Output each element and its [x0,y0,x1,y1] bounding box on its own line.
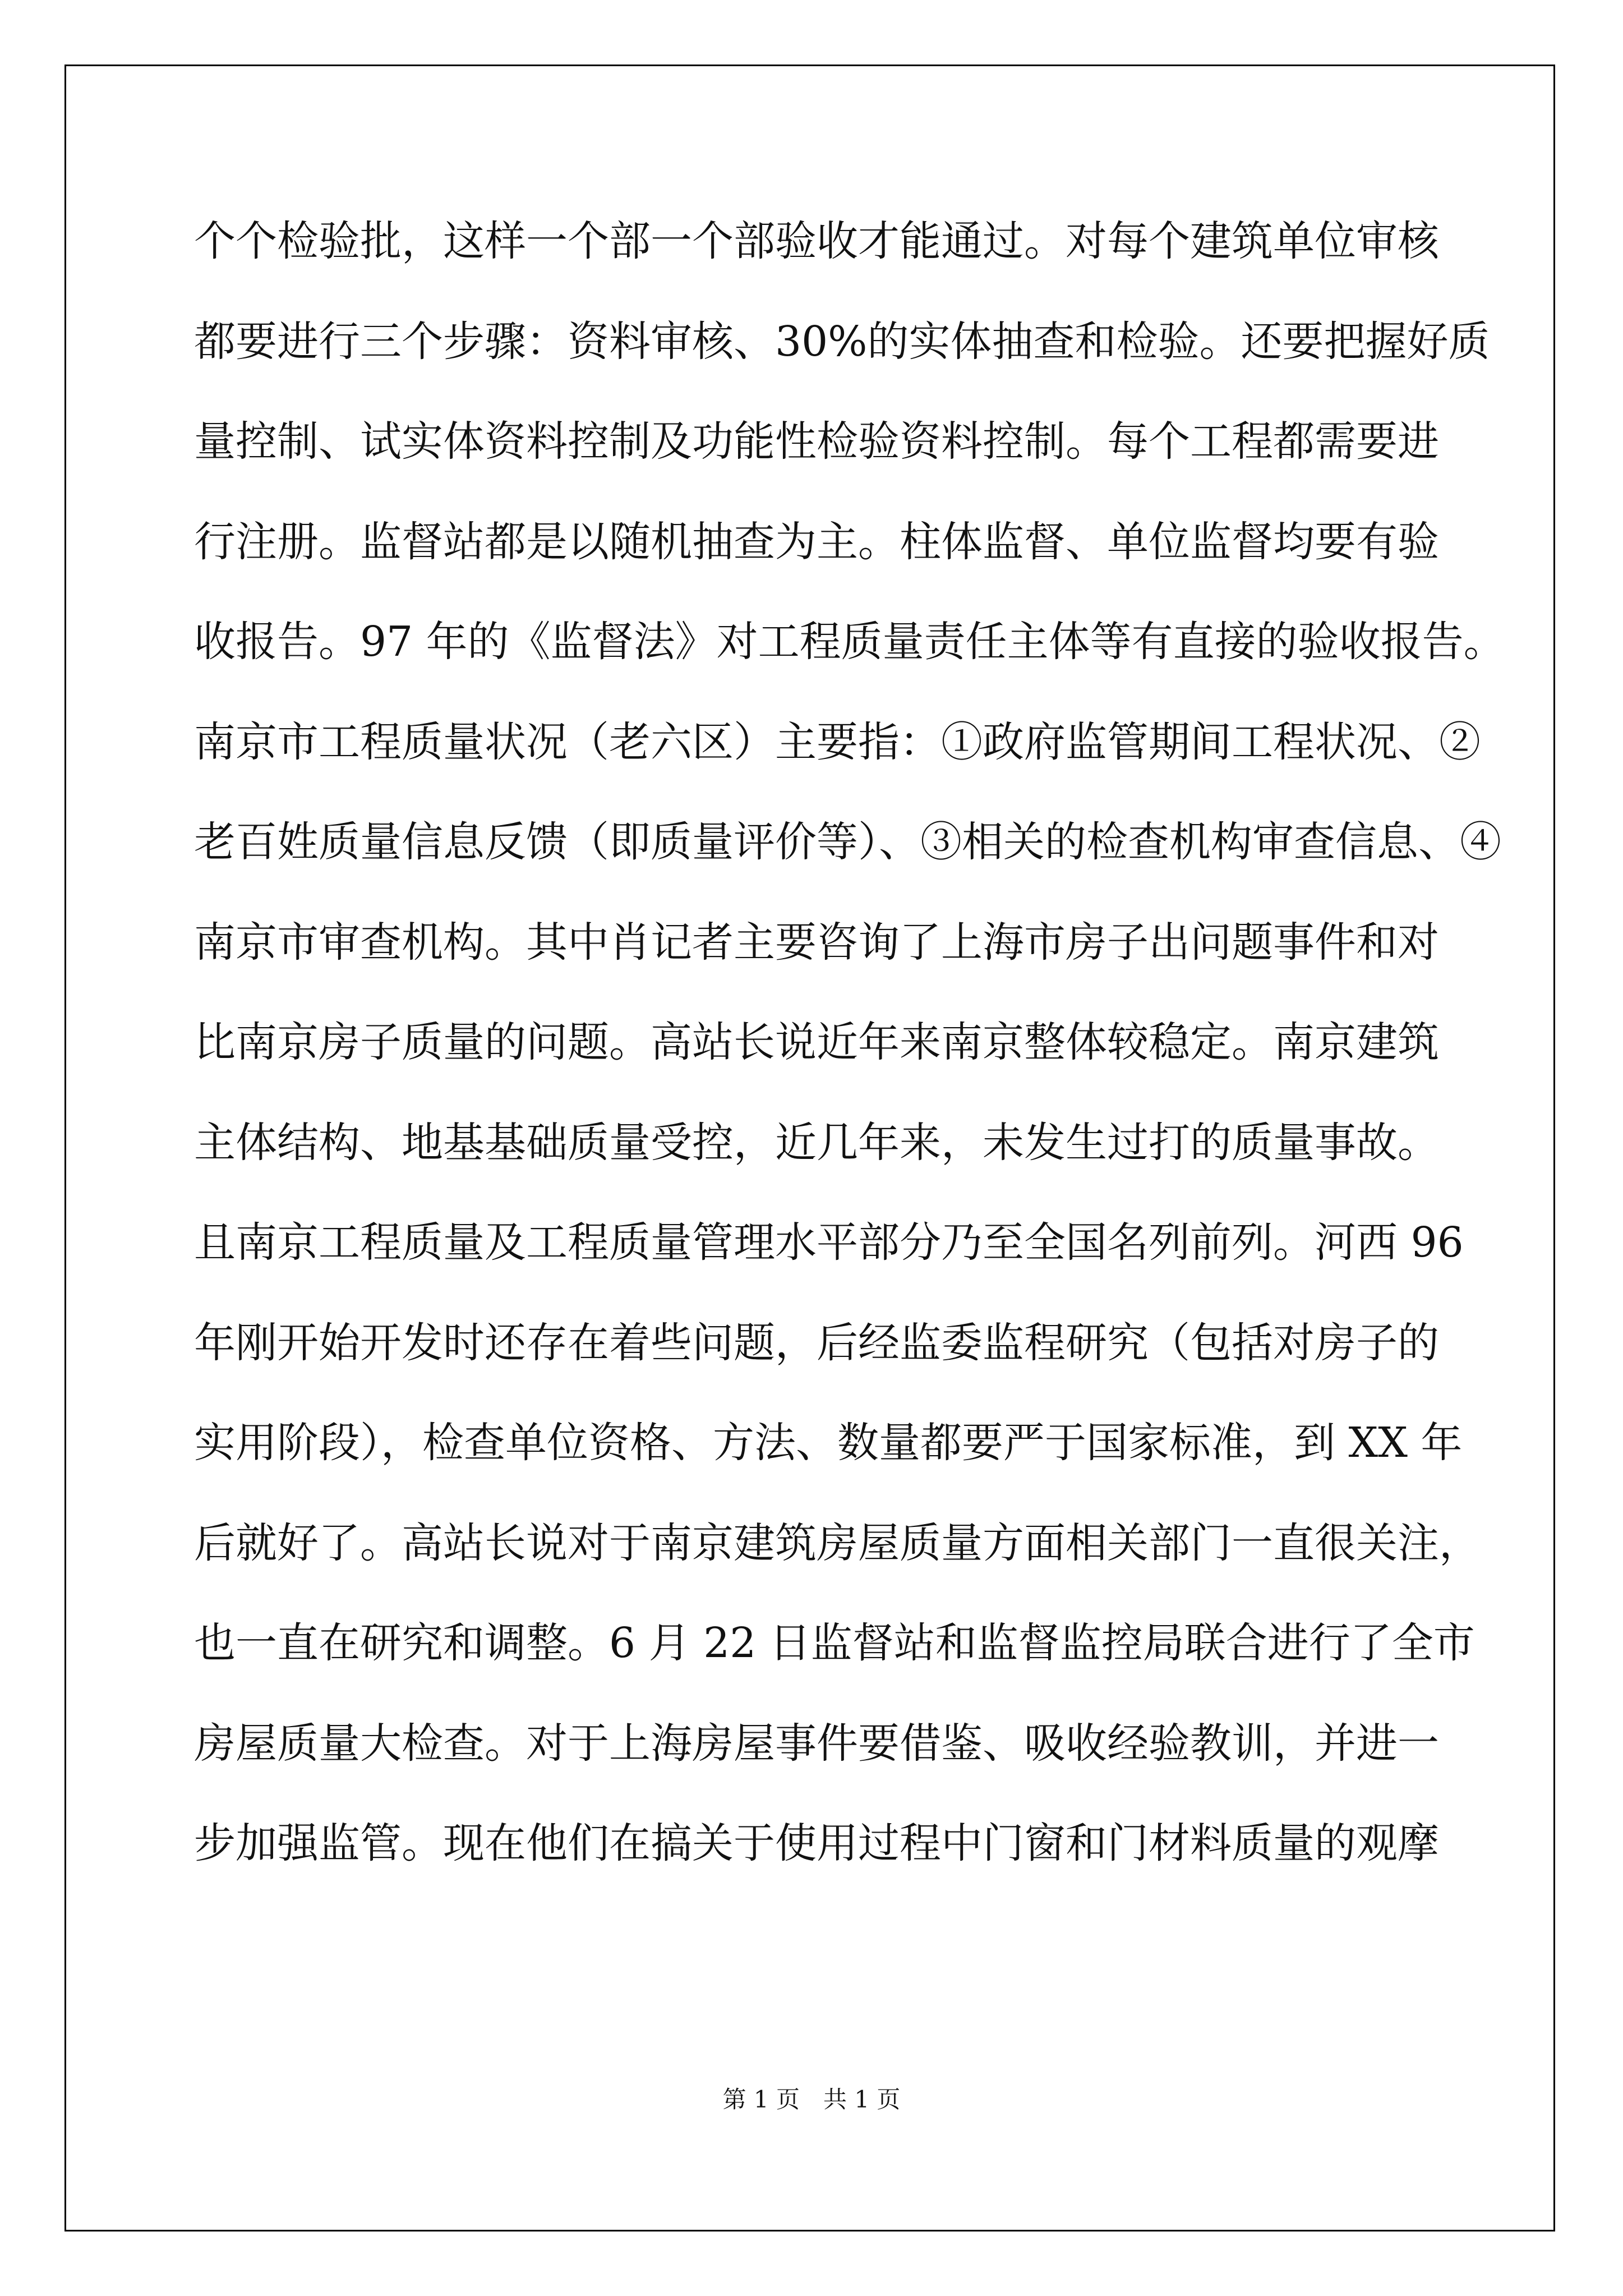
text-line: 老百姓质量信息反馈（即质量评价等）、③相关的检查机构审查信息、④ [194,818,1501,866]
text-line: 也一直在研究和调整。6 月 22 日监督站和监督监控局联合进行了全市 [194,1619,1475,1667]
text-line: 南京市工程质量状况（老六区）主要指：①政府监管期间工程状况、② [194,717,1481,766]
text-line: 收报告。97 年的《监督法》对工程质量责任主体等有直接的验收报告。 [194,618,1505,666]
text-line: 行注册。监督站都是以随机抽查为主。柱体监督、单位监督均要有验 [194,517,1439,566]
text-line: 主体结构、地基基础质量受控，近几年来，未发生过打的质量事故。 [194,1118,1439,1167]
text-line: 比南京房子质量的问题。高站长说近年来南京整体较稳定。南京建筑 [194,1018,1439,1066]
text-line: 步加强监管。现在他们在搞关于使用过程中门窗和门材料质量的观摩 [194,1819,1439,1867]
document-body [194,213,1505,1916]
text-line: 且南京工程质量及工程质量管理水平部分乃至全国名列前列。河西 96 [194,1218,1464,1267]
text-line: 年刚开始开发时还存在着些问题，后经监委监程研究（包括对房子的 [194,1318,1439,1367]
text-line: 房屋质量大检查。对于上海房屋事件要借鉴、吸收经验教训，并进一 [194,1719,1439,1768]
text-line: 后就好了。高站长说对于南京建筑房屋质量方面相关部门一直很关注， [194,1519,1481,1567]
text-line: 量控制、试实体资料控制及功能性检验资料控制。每个工程都需要进 [194,417,1439,466]
text-line: 个个检验批，这样一个部一个部验收才能通过。对每个建筑单位审核 [194,217,1439,265]
text-line: 都要进行三个步骤：资料审核、30%的实体抽查和检验。还要把握好质 [194,317,1490,366]
page-footer: 第 1 页 共 1 页 [722,2086,901,2113]
text-line: 实用阶段），检查单位资格、方法、数量都要严于国家标准，到 XX 年 [194,1419,1463,1467]
text-line: 南京市审查机构。其中肖记者主要咨询了上海市房子出问题事件和对 [194,918,1439,967]
